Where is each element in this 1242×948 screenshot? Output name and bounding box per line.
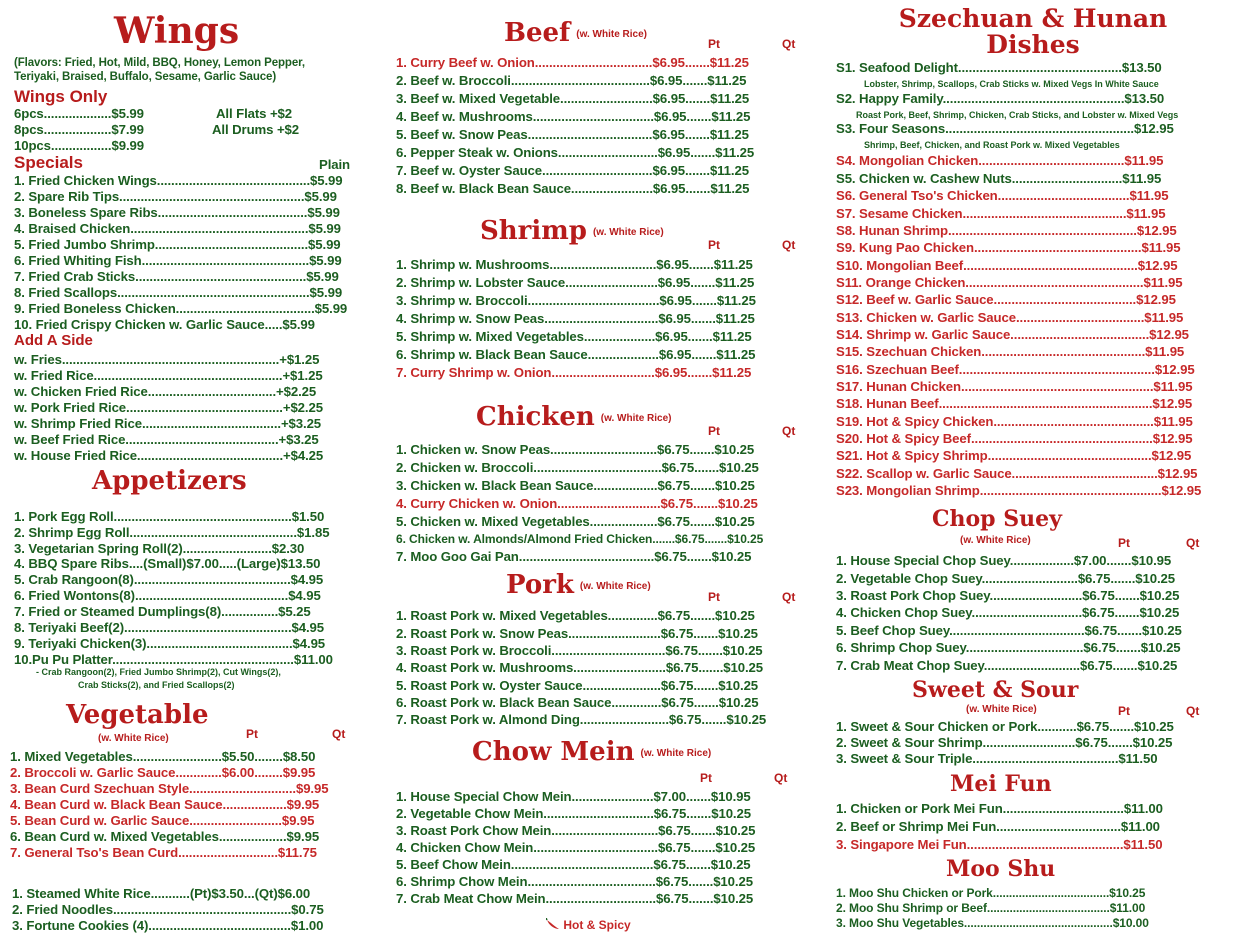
chicken-item: 1. Chicken w. Snow Peas..............................$6.75.......$10.25: [396, 442, 755, 457]
chicken-item: 6. Chicken w. Almonds/Almond Fried Chicken.......$6.75.......$10.25: [396, 532, 764, 546]
chopsuey-item: 2. Vegetable Chop Suey...........................$6.75.......$10.25: [836, 571, 1176, 586]
vegetable-title: Vegetable: [66, 700, 209, 730]
chowmein-item: 7. Crab Meat Chow Mein...............................$6.75.......$10.25: [396, 891, 754, 906]
beef-item: 8. Beef w. Black Bean Sauce.......................$6.95.......$11.25: [396, 181, 750, 196]
chopsuey-item: 4. Chicken Chop Suey...............................$6.75.......$10.25: [836, 605, 1180, 620]
szechuan-item: S15. Szechuan Chicken..............................................$11.95: [836, 344, 1185, 359]
wings-extra: All Drums +$2: [212, 122, 300, 137]
specials-item: 7. Fried Crab Sticks................................................$5.99: [14, 269, 339, 284]
shrimp-item: 7. Curry Shrimp w. Onion.............................$6.95.......$11.25: [396, 365, 752, 380]
side-item: w. Fries.............................................................+$1.25: [14, 352, 320, 367]
chowmein-item: 1. House Special Chow Mein.......................$7.00.......$10.95: [396, 789, 751, 804]
chowmein-item: 4. Chicken Chow Mein...................................$6.75.......$10.25: [396, 840, 756, 855]
szechuan-item: S12. Beef w. Garlic Sauce........................................$12.95: [836, 292, 1176, 307]
szechuan-title-line: Dishes: [986, 30, 1080, 59]
szechuan-note: Shrimp, Beef, Chicken, and Roast Pork w. Mixed Vegetables: [864, 140, 1120, 150]
pt-header: Pt: [708, 37, 720, 51]
side-item: w. House Fried Rice.........................................+$4.25: [14, 448, 324, 463]
qt-header: Qt: [782, 424, 796, 438]
shrimp-item: 1. Shrimp w. Mushrooms..............................$6.95.......$11.25: [396, 257, 753, 272]
shrimp-item: 4. Shrimp w. Snow Peas................................$6.95.......$11.25: [396, 311, 755, 326]
shrimp-item: 2. Shrimp w. Lobster Sauce..........................$6.95.......$11.25: [396, 275, 755, 290]
beef-item: 7. Beef w. Oyster Sauce...............................$6.95.......$11.25: [396, 163, 749, 178]
qt-header: Qt: [774, 771, 788, 785]
pork-item: 4. Roast Pork w. Mushrooms..........................$6.75.......$10.25: [396, 660, 764, 675]
beef-item: 5. Beef w. Snow Peas...................................$6.95.......$11.25: [396, 127, 749, 142]
meifun-item: 2. Beef or Shrimp Mei Fun...................................$11.00: [836, 819, 1160, 834]
chopsuey-item: 3. Roast Pork Chop Suey..........................$6.75.......$10.25: [836, 588, 1180, 603]
specials-title: Specials: [14, 153, 83, 172]
pt-header: Pt: [1118, 704, 1130, 718]
mooshu-item: 3. Moo Shu Vegetables..............................................$10.00: [836, 916, 1149, 930]
chopsuey-item: 6. Shrimp Chop Suey.................................$6.75.......$10.25: [836, 640, 1181, 655]
chowmein-title-text: Chow Mein: [472, 737, 635, 767]
wings-extra: All Flats +$2: [216, 106, 293, 121]
appetizers-title: Appetizers: [92, 466, 247, 496]
chowmein-note: (w. White Rice): [640, 747, 712, 759]
pupu-note: Crab Sticks(2), and Fried Scallops(2): [78, 680, 235, 690]
chicken-item: 7. Moo Goo Gai Pan......................................$6.75.......$10.25: [396, 549, 752, 564]
chopsuey-item: 5. Beef Chop Suey......................................$6.75.......$10.25: [836, 623, 1182, 638]
wings-only-item: 10pcs.................$9.99: [14, 138, 144, 153]
szechuan-item: S5. Chicken w. Cashew Nuts...............................$11.95: [836, 171, 1162, 186]
side-item: w. Chicken Fried Rice....................................+$2.25: [14, 384, 317, 399]
chicken-item: 3. Chicken w. Black Bean Sauce..................$6.75.......$10.25: [396, 478, 755, 493]
shrimp-item: 3. Shrimp w. Broccoli.....................................$6.95.......$11.25: [396, 293, 756, 308]
qt-header: Qt: [1186, 536, 1200, 550]
vegetable-item: 6. Bean Curd w. Mixed Vegetables...................$9.95: [10, 829, 320, 844]
add-side-title: Add A Side: [14, 332, 93, 349]
szechuan-note: Roast Pork, Beef, Shrimp, Chicken, Crab Sticks, and Lobster w. Mixed Vegs: [856, 110, 1179, 120]
chopsuey-item: 7. Crab Meat Chop Suey...........................$6.75.......$10.25: [836, 658, 1178, 673]
pt-header: Pt: [708, 238, 720, 252]
chowmein-item: 2. Vegetable Chow Mein...............................$6.75.......$10.25: [396, 806, 751, 821]
szechuan-item: S9. Kung Pao Chicken...............................................$11.95: [836, 240, 1181, 255]
appetizer-item: 9. Teriyaki Chicken(3).........................................$4.95: [14, 636, 326, 651]
vegetable-item: 1. Mixed Vegetables.........................$5.50........$8.50: [10, 749, 316, 764]
chicken-item: 4. Curry Chicken w. Onion.............................$6.75.......$10.25: [396, 496, 758, 511]
chicken-title-text: Chicken: [476, 402, 595, 432]
qt-header: Qt: [332, 727, 346, 741]
chicken-title: [476, 402, 672, 432]
pt-header: Pt: [708, 424, 720, 438]
qt-header: Qt: [1186, 704, 1200, 718]
mooshu-item: 2. Moo Shu Shrimp or Beef......................................$11.00: [836, 901, 1146, 915]
appetizer-item: 6. Fried Wontons(8)...........................................$4.95: [14, 588, 321, 603]
szechuan-item: S19. Hot & Spicy Chicken.............................................$11.95: [836, 414, 1193, 429]
szechuan-item: S8. Hunan Shrimp.....................................................$12.95: [836, 223, 1177, 238]
szechuan-item: S7. Sesame Chicken..............................................$11.95: [836, 206, 1166, 221]
szechuan-item: S6. General Tso's Chicken.....................................$11.95: [836, 188, 1169, 203]
pt-header: Pt: [1118, 536, 1130, 550]
chowmein-item: 6. Shrimp Chow Mein....................................$6.75.......$10.25: [396, 874, 753, 889]
beef-item: 1. Curry Beef w. Onion.................................$6.95.......$11.25: [396, 55, 749, 70]
sweetsour-item: 2. Sweet & Sour Shrimp..........................$6.75.......$10.25: [836, 735, 1173, 750]
szechuan-item: S22. Scallop w. Garlic Sauce.........................................$12.95: [836, 466, 1198, 481]
szechuan-item: S1. Seafood Delight..............................................$13.50: [836, 60, 1162, 75]
szechuan-item: S10. Mongolian Beef.................................................$12.95: [836, 258, 1178, 273]
appetizer-item: 1. Pork Egg Roll..................................................$1.50: [14, 509, 325, 524]
specials-item: 6. Fried Whiting Fish...............................................$5.99: [14, 253, 342, 268]
qt-header: Qt: [782, 37, 796, 51]
beef-title-text: Beef: [504, 18, 571, 48]
extra-item: 1. Steamed White Rice...........(Pt)$3.50...(Qt)$6.00: [12, 886, 311, 901]
vegetable-item: 3. Bean Curd Szechuan Style..............................$9.95: [10, 781, 329, 796]
shrimp-item: 5. Shrimp w. Mixed Vegetables....................$6.95.......$11.25: [396, 329, 752, 344]
wings-only-title: Wings Only: [14, 87, 108, 106]
specials-plain-header: Plain: [319, 157, 351, 172]
szechuan-item: S18. Hunan Beef............................................................$12.95: [836, 396, 1193, 411]
qt-header: Qt: [782, 590, 796, 604]
sweetsour-item: 3. Sweet & Sour Triple.........................................$11.50: [836, 751, 1158, 766]
shrimp-title-text: Shrimp: [480, 216, 587, 246]
appetizer-item: 10.Pu Pu Platter...................................................$11.00: [14, 652, 333, 667]
pt-header: Pt: [246, 727, 258, 741]
specials-item: 5. Fried Jumbo Shrimp...........................................$5.99: [14, 237, 341, 252]
pork-title-text: Pork: [506, 570, 574, 600]
sweetsour-item: 1. Sweet & Sour Chicken or Pork...........$6.75.......$10.25: [836, 719, 1174, 734]
szechuan-title: [888, 6, 1178, 58]
szechuan-item: S23. Mongolian Shrimp...................................................$12.95: [836, 483, 1202, 498]
pt-header: Pt: [700, 771, 712, 785]
szechuan-item: S21. Hot & Spicy Shrimp..............................................$12.95: [836, 448, 1192, 463]
chili-pepper-icon: [546, 918, 560, 930]
beef-title: [504, 18, 647, 48]
extra-item: 3. Fortune Cookies (4)........................................$1.00: [12, 918, 324, 933]
meifun-title: Mei Fun: [950, 771, 1052, 797]
specials-item: 8. Fried Scallops......................................................$5.99: [14, 285, 343, 300]
mooshu-item: 1. Moo Shu Chicken or Pork....................................$10.25: [836, 886, 1146, 900]
pork-note: (w. White Rice): [579, 580, 651, 592]
vegetable-item: 4. Bean Curd w. Black Bean Sauce..................$9.95: [10, 797, 320, 812]
beef-item: 4. Beef w. Mushrooms..................................$6.95.......$11.25: [396, 109, 751, 124]
vegetable-item: 2. Broccoli w. Garlic Sauce.............$6.00........$9.95: [10, 765, 316, 780]
side-item: w. Shrimp Fried Rice.......................................+$3.25: [14, 416, 322, 431]
specials-item: 9. Fried Boneless Chicken.......................................$5.99: [14, 301, 348, 316]
specials-item: 4. Braised Chicken..................................................$5.99: [14, 221, 341, 236]
side-item: w. Beef Fried Rice...........................................+$3.25: [14, 432, 319, 447]
szechuan-item: S16. Szechuan Beef.......................................................$12.95: [836, 362, 1195, 377]
appetizer-item: 5. Crab Rangoon(8)............................................$4.95: [14, 572, 324, 587]
beef-item: 2. Beef w. Broccoli.......................................$6.95.......$11.25: [396, 73, 747, 88]
pork-item: 6. Roast Pork w. Black Bean Sauce..............$6.75.......$10.25: [396, 695, 759, 710]
vegetable-item: 5. Bean Curd w. Garlic Sauce..........................$9.95: [10, 813, 315, 828]
szechuan-item: S17. Hunan Chicken......................................................$11.95: [836, 379, 1193, 394]
chicken-item: 5. Chicken w. Mixed Vegetables...................$6.75.......$10.25: [396, 514, 755, 529]
pupu-note: - Crab Rangoon(2), Fried Jumbo Shrimp(2), Cut Wings(2),: [36, 667, 281, 677]
specials-item: 3. Boneless Spare Ribs..........................................$5.99: [14, 205, 340, 220]
appetizer-item: 3. Vegetarian Spring Roll(2).........................$2.30: [14, 541, 305, 556]
wings-title: Wings: [114, 10, 240, 52]
szechuan-item: S14. Shrimp w. Garlic Sauce.......................................$12.95: [836, 327, 1189, 342]
szechuan-title-line: Szechuan & Hunan: [898, 4, 1168, 33]
meifun-item: 1. Chicken or Pork Mei Fun..................................$11.00: [836, 801, 1163, 816]
appetizer-item: 8. Teriyaki Beef(2)...............................................$4.95: [14, 620, 325, 635]
pork-item: 1. Roast Pork w. Mixed Vegetables..............$6.75.......$10.25: [396, 608, 755, 623]
chicken-note: (w. White Rice): [600, 412, 672, 424]
appetizer-item: 7. Fried or Steamed Dumplings(8)................$5.25: [14, 604, 311, 619]
chopsuey-title: Chop Suey: [932, 506, 1062, 532]
szechuan-item: S13. Chicken w. Garlic Sauce....................................$11.95: [836, 310, 1184, 325]
specials-item: 1. Fried Chicken Wings...........................................$5.99: [14, 173, 343, 188]
szechuan-item: S4. Mongolian Chicken.........................................$11.95: [836, 153, 1164, 168]
szechuan-item: S2. Happy Family...................................................$13.50: [836, 91, 1165, 106]
vegetable-item: 7. General Tso's Bean Curd............................$11.75: [10, 845, 317, 860]
hot-spicy-label: Hot & Spicy: [563, 918, 631, 932]
mooshu-title: Moo Shu: [946, 856, 1056, 882]
shrimp-title: [480, 216, 664, 246]
beef-note: (w. White Rice): [576, 28, 647, 40]
side-item: w. Fried Rice.....................................................+$1.25: [14, 368, 323, 383]
meifun-item: 3. Singapore Mei Fun............................................$11.50: [836, 837, 1163, 852]
chowmein-item: 3. Roast Pork Chow Mein..............................$6.75.......$10.25: [396, 823, 756, 838]
chopsuey-item: 1. House Special Chop Suey..................$7.00.......$10.95: [836, 553, 1172, 568]
specials-item: 10. Fried Crispy Chicken w. Garlic Sauce.....$5.99: [14, 317, 315, 332]
sweetsour-note: (w. White Rice): [966, 704, 1037, 715]
chowmein-title: [472, 737, 711, 767]
wings-only-item: 8pcs...................$7.99: [14, 122, 144, 137]
beef-item: 3. Beef w. Mixed Vegetable..........................$6.95.......$11.25: [396, 91, 750, 106]
specials-item: 2. Spare Rib Tips....................................................$5.99: [14, 189, 337, 204]
pork-item: 3. Roast Pork w. Broccoli................................$6.75.......$10.25: [396, 643, 763, 658]
wings-flavors: (Flavors: Fried, Hot, Mild, BBQ, Honey, Lemon Pepper, Teriyaki, Braised, Buffalo, Sesame, Garlic Sauce): [14, 57, 305, 83]
chowmein-item: 5. Beef Chow Mein........................................$6.75.......$10.25: [396, 857, 751, 872]
szechuan-item: S3. Four Seasons.....................................................$12.95: [836, 121, 1174, 136]
szechuan-item: S11. Orange Chicken..................................................$11.95: [836, 275, 1183, 290]
side-item: w. Pork Fried Rice............................................+$2.25: [14, 400, 323, 415]
sweetsour-title: Sweet & Sour: [912, 677, 1079, 703]
hot-spicy-legend: [546, 918, 631, 932]
vegetable-note: (w. White Rice): [98, 733, 169, 744]
wings-only-item: 6pcs...................$5.99: [14, 106, 144, 121]
chicken-item: 2. Chicken w. Broccoli....................................$6.75.......$10.25: [396, 460, 759, 475]
szechuan-note: Lobster, Shrimp, Scallops, Crab Sticks w. Mixed Vegs In White Sauce: [864, 79, 1159, 89]
beef-item: 6. Pepper Steak w. Onions............................$6.95.......$11.25: [396, 145, 755, 160]
pork-title: [506, 570, 651, 600]
pt-header: Pt: [708, 590, 720, 604]
pork-item: 5. Roast Pork w. Oyster Sauce......................$6.75.......$10.25: [396, 678, 759, 693]
chopsuey-note: (w. White Rice): [960, 535, 1031, 546]
pork-item: 7. Roast Pork w. Almond Ding.........................$6.75.......$10.25: [396, 712, 767, 727]
qt-header: Qt: [782, 238, 796, 252]
shrimp-item: 6. Shrimp w. Black Bean Sauce....................$6.95.......$11.25: [396, 347, 756, 362]
appetizer-item: 2. Shrimp Egg Roll...............................................$1.85: [14, 525, 330, 540]
szechuan-item: S20. Hot & Spicy Beef...................................................$12.95: [836, 431, 1193, 446]
appetizer-item: 4. BBQ Spare Ribs....(Small)$7.00.....(Large)$13.50: [14, 556, 321, 571]
pork-item: 2. Roast Pork w. Snow Peas..........................$6.75.......$10.25: [396, 626, 758, 641]
shrimp-note: (w. White Rice): [592, 226, 664, 238]
extra-item: 2. Fried Noodles..................................................$0.75: [12, 902, 324, 917]
